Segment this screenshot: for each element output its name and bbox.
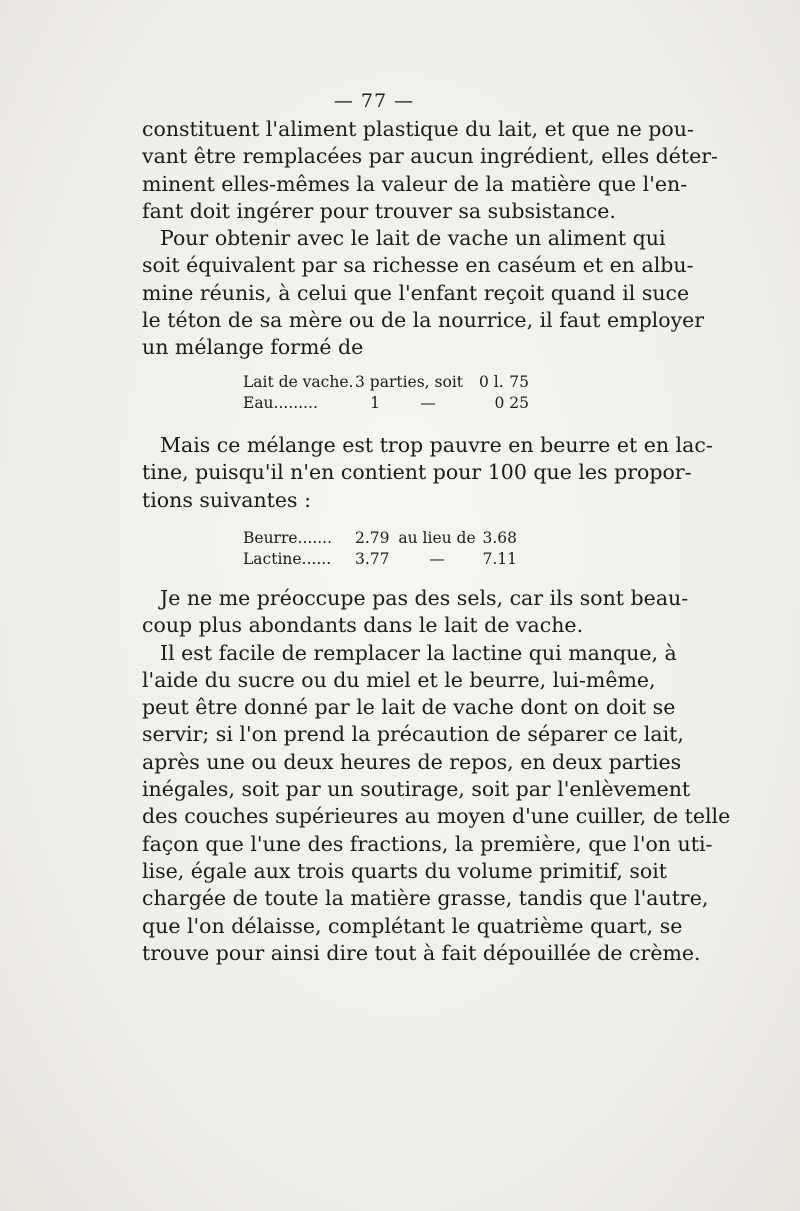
composition-table — [243, 528, 517, 570]
text-line: coup plus abondants dans le lait de vache. — [142, 613, 584, 638]
table-cell-label: Lactine...... — [243, 550, 332, 568]
text-line: minent elles-mêmes la valeur de la matière que l'en- — [142, 171, 688, 196]
text-line: que l'on délaisse, complétant le quatrième quart, se — [142, 913, 683, 938]
text-line: le téton de sa mère ou de la nourrice, il faut employer — [142, 308, 705, 333]
table-row — [243, 549, 517, 570]
table-cell: 3.68 — [482, 529, 517, 547]
table-cell-label: Beurre....... — [243, 529, 333, 547]
text-line: Mais ce mélange est trop pauvre en beurre et en lac- — [160, 433, 713, 457]
table-cell: — — [420, 394, 436, 412]
table-cell: 3 parties, soit — [355, 373, 464, 391]
paragraph-block-2 — [142, 432, 713, 514]
text-line: trouve pour ainsi dire tout à fait dépouillée de crème. — [142, 940, 701, 965]
text-line: tine, puisqu'il n'en contient pour 100 que les propor- — [142, 460, 692, 485]
text-line: constituent l'aliment plastique du lait, et que ne pou- — [142, 117, 694, 141]
table-cell: 3.77 — [355, 550, 390, 568]
text-line: peut être donné par le lait de vache dont on doit se — [142, 695, 676, 720]
table-cell: 75 — [509, 373, 529, 391]
paragraph-block-3 — [142, 585, 731, 967]
table-cell-label: Lait de vache. — [243, 373, 354, 391]
text-line: Pour obtenir avec le lait de vache un aliment qui — [160, 226, 666, 251]
text-line: mine réunis, à celui que l'enfant reçoit quand il suce — [142, 280, 690, 305]
table-cell: au lieu de — [398, 529, 476, 547]
text-line: tions suivantes : — [142, 487, 311, 512]
text-line: vant être remplacées par aucun ingrédient, elles déter- — [142, 144, 718, 169]
text-line: chargée de toute la matière grasse, tandis que l'autre, — [142, 886, 709, 911]
table-cell: 1 — [370, 394, 380, 412]
text-line: servir; si l'on prend la précaution de séparer ce lait, — [142, 722, 684, 747]
table-row — [243, 372, 529, 393]
text-line: lise, égale aux trois quarts du volume primitif, soit — [142, 858, 668, 883]
text-line: l'aide du sucre ou du miel et le beurre, lui-même, — [142, 667, 656, 692]
table-cell: 7.11 — [482, 550, 517, 568]
proportions-table — [243, 372, 529, 414]
table-cell: 0 25 — [494, 394, 529, 412]
text-line: après une ou deux heures de repos, en deux parties — [142, 749, 682, 774]
table-row — [243, 393, 529, 414]
text-line: des couches supérieures au moyen d'une cuiller, de telle — [142, 804, 731, 829]
text-line: un mélange formé de — [142, 335, 364, 360]
text-line: soit équivalent par sa richesse en caséum et en albu- — [142, 253, 694, 278]
text-line: Il est facile de remplacer la lactine qui manque, à — [160, 640, 677, 665]
table-cell: 0 l. — [479, 373, 504, 391]
page-number: — 77 — — [333, 90, 415, 112]
table-row — [243, 528, 517, 549]
table-cell-label: Eau......... — [243, 394, 318, 412]
table-cell: — — [429, 550, 445, 568]
paragraph-block-1 — [142, 116, 718, 362]
text-line: Je ne me préoccupe pas des sels, car ils sont beau- — [160, 586, 689, 610]
text-line: façon que l'une des fractions, la première, que l'on uti- — [142, 831, 713, 856]
text-line: fant doit ingérer pour trouver sa subsistance. — [142, 198, 616, 223]
text-line: inégales, soit par un soutirage, soit par l'enlèvement — [142, 777, 691, 802]
table-cell: 2.79 — [355, 529, 390, 547]
